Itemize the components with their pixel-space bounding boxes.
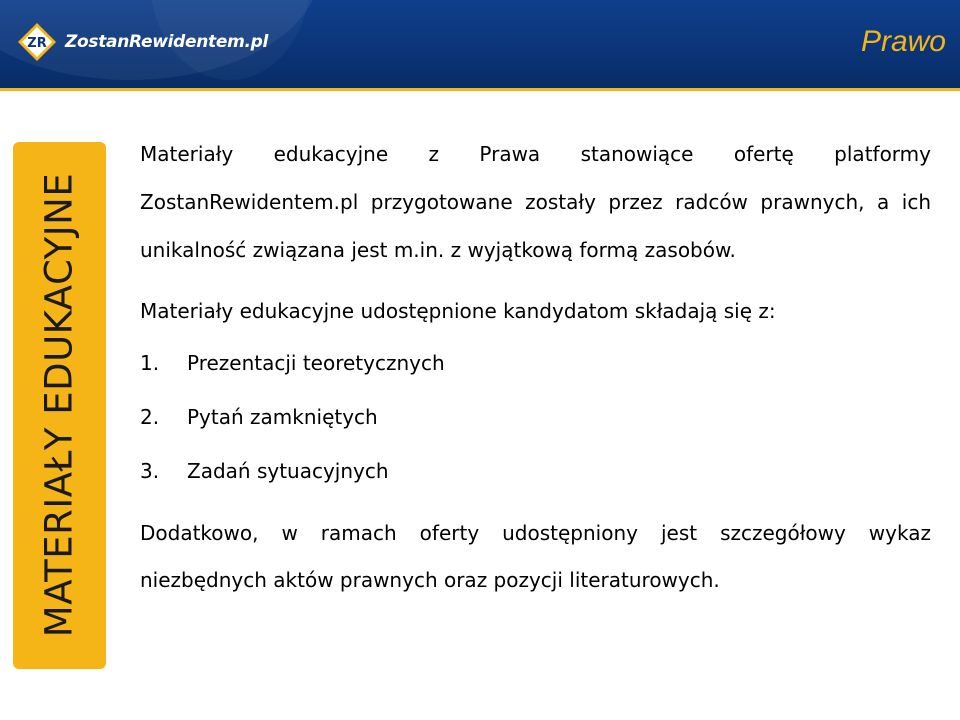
list-item-number: 2. [140, 405, 160, 429]
logo-text: ZostanRewidentem.pl [65, 32, 269, 52]
zr-diamond-logo-icon [17, 22, 57, 62]
list-item-text: Pytań zamkniętych [187, 405, 378, 429]
main-content [140, 130, 931, 604]
list-item [140, 402, 931, 432]
list-item [140, 456, 931, 486]
header-bar [0, 0, 960, 88]
closing-paragraph: Dodatkowo, w ramach oferty udostępniony jest szczegółowy wykaz niezbędnych aktów prawnych oraz pozycji literaturowych. [140, 521, 931, 592]
list-item [140, 348, 931, 378]
svg-text:ZR: ZR [27, 36, 47, 51]
list-item-number: 1. [140, 351, 160, 375]
materials-list [140, 348, 931, 486]
section-title: Prawo [860, 25, 946, 58]
intro-paragraph: Materiały edukacyjne z Prawa stanowiące ofertę platformy ZostanRewidentem.pl przygotowane zostały przez radców prawnych, a ich unikalność związana jest m.in. z wyjątkową formą zasobów. [140, 142, 931, 262]
logo[interactable] [17, 22, 268, 62]
list-item-number: 3. [140, 459, 160, 483]
side-tab-label: MATERIAŁY EDUKACYJNE [37, 172, 81, 638]
header-divider [0, 88, 960, 91]
side-tab [13, 142, 106, 669]
list-item-text: Zadań sytuacyjnych [187, 459, 389, 483]
list-item-text: Prezentacji teoretycznych [187, 351, 445, 375]
list-intro: Materiały edukacyjne udostępnione kandydatom składają się z: [140, 299, 776, 323]
